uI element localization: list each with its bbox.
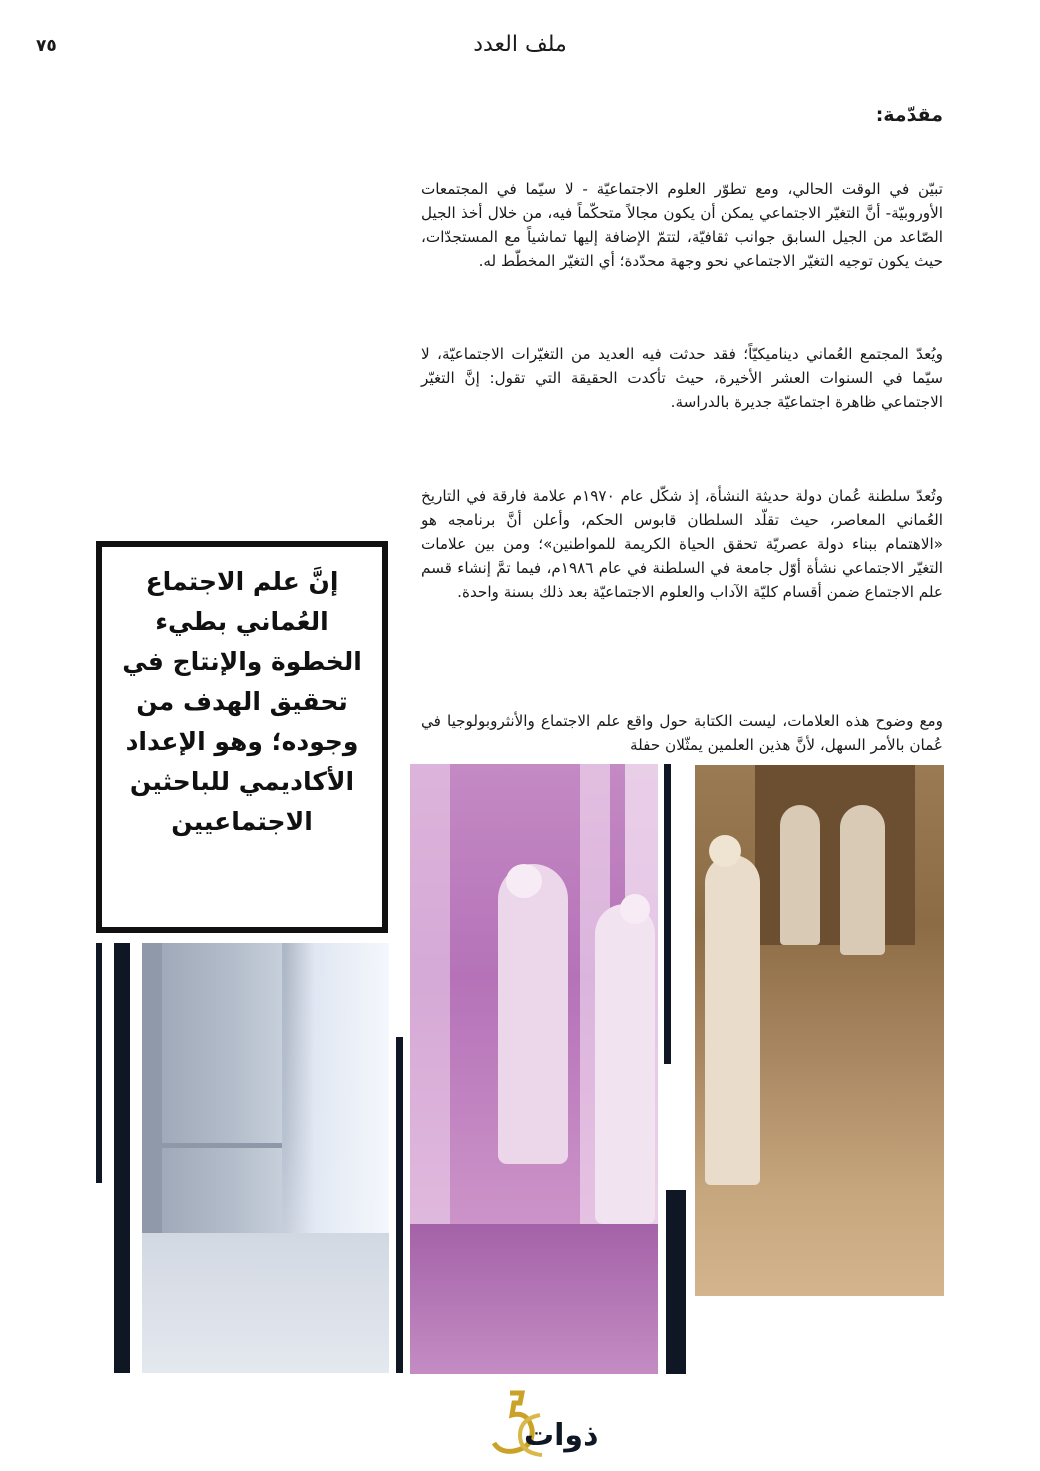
article-paragraph-2: ويُعدّ المجتمع العُماني ديناميكيّاً؛ فقد حدثت فيه العديد من التغيّرات الاجتماعيّة، لا سيّما في السنوات العشر الأخيرة، حيث تأكدت الحقيقة التي تقول: إنَّ التغيّر الاجتماعي ظاهرة اجتماعيّة جديرة بالدراسة. xyxy=(421,345,943,412)
pull-quote-text: إنَّ علم الاجتماع العُماني بطيء الخطوة والإنتاج في تحقيق الهدف من وجوده؛ وهو الإعداد الأكاديمي للباحثين الاجتماعيين xyxy=(122,567,362,836)
decorative-bar xyxy=(114,943,130,1373)
men-walking-purple-photo xyxy=(410,764,658,1374)
corridor-pillar-photo xyxy=(142,943,389,1373)
article-paragraph-4: ومع وضوح هذه العلامات، ليست الكتابة حول واقع علم الاجتماع والأنثروبولوجيا في عُمان بالأمر السهل، لأنَّ هذين العلمين يمثّلان حفلة xyxy=(421,712,943,755)
article-paragraph-3: وتُعدّ سلطنة عُمان دولة حديثة النشأة، إذ شكّل عام ١٩٧٠م علامة فارقة في التاريخ العُماني المعاصر، حيث تقلّد السلطان قابوس الحكم، وأعلن أنَّ برنامجه هو «الاهتمام ببناء دولة عصريّة تحقق الحياة الكريمة للمواطنين»؛ ومن بين علامات التغيّر الاجتماعي نشأة أوّل جامعة في السلطنة في عام ١٩٨٦م، فيما تمَّ إنشاء قسم علم الاجتماع ضمن أقسام كليّة الآداب والعلوم الاجتماعيّة بعد ذلك بسنة واحدة. xyxy=(421,487,943,602)
section-title: ملف العدد xyxy=(473,32,567,57)
pull-quote-box xyxy=(96,541,388,933)
decorative-bar xyxy=(664,764,671,1064)
page-number: ٧٥ xyxy=(36,36,57,56)
dhawat-logo-text: ذوات xyxy=(524,1418,599,1453)
intro-heading: مقدّمة: xyxy=(875,104,943,126)
article-paragraph-1: تبيّن في الوقت الحالي، ومع تطوّر العلوم الاجتماعيّة - لا سيّما في المجتمعات الأوروبيّة- أنَّ التغيّر الاجتماعي يمكن أن يكون مجالاً متحكّماً فيه، من خلال أخذ الجيل الصّاعد من الجيل السابق جوانب ثقافيّة، لتتمّ الإضافة إليها تماشياً مع المستجدّات، حيث يكون توجيه التغيّر الاجتماعي نحو وجهة محدّدة؛ أي التغيّر المخطّط له. xyxy=(421,180,943,271)
decorative-bar xyxy=(666,1190,686,1374)
decorative-bar xyxy=(96,943,102,1183)
hallway-sepia-photo xyxy=(695,765,944,1296)
decorative-bar xyxy=(396,1037,403,1373)
